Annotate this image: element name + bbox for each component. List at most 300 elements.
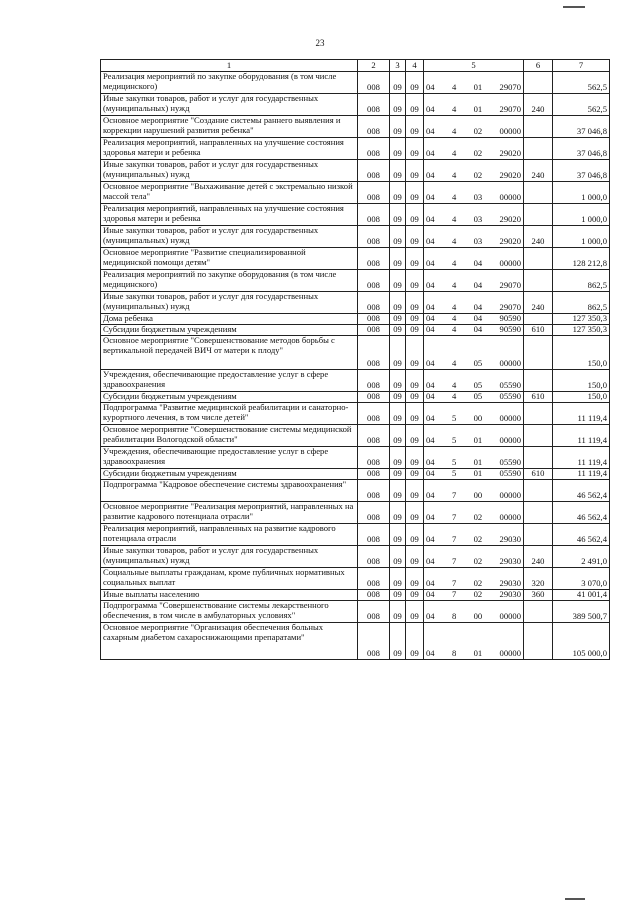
table-row xyxy=(101,480,610,502)
expense-type-code xyxy=(524,403,553,425)
target-article-parts xyxy=(426,513,521,523)
ministry-code: 008 xyxy=(358,524,390,546)
expense-type-code xyxy=(524,138,553,160)
target-article-code xyxy=(424,623,524,660)
target-article-code xyxy=(424,392,524,403)
ministry-code: 008 xyxy=(358,370,390,392)
subsection-code: 09 xyxy=(406,138,424,160)
target-article-part: 04 xyxy=(426,391,435,402)
target-article-part: 00000 xyxy=(499,648,521,659)
table-row xyxy=(101,292,610,314)
target-article-code xyxy=(424,270,524,292)
target-article-part: 02 xyxy=(473,589,483,600)
target-article-part: 4 xyxy=(451,302,457,313)
section-code: 09 xyxy=(390,336,406,370)
row-name: Субсидии бюджетным учреждениям xyxy=(101,392,358,403)
expense-type-code xyxy=(524,370,553,392)
target-article-code xyxy=(424,325,524,336)
row-name: Иные закупки товаров, работ и услуг для государственных (муниципальных) нужд xyxy=(101,226,358,248)
ministry-code: 008 xyxy=(358,182,390,204)
subsection-code: 09 xyxy=(406,370,424,392)
section-code: 09 xyxy=(390,502,406,524)
target-article-part: 5 xyxy=(451,457,457,468)
amount: 105 000,0 xyxy=(553,623,610,660)
target-article-part: 4 xyxy=(451,280,457,291)
section-code: 09 xyxy=(390,425,406,447)
expense-type-code xyxy=(524,447,553,469)
column-number: 5 xyxy=(424,60,524,72)
row-name: Основное мероприятие "Реализация мероприятий, направленных на развитие кадрового потенциала отрасли" xyxy=(101,502,358,524)
target-article-parts xyxy=(426,557,521,567)
amount: 37 046,8 xyxy=(553,116,610,138)
target-article-part: 04 xyxy=(473,258,483,269)
subsection-code: 09 xyxy=(406,546,424,568)
target-article-part: 04 xyxy=(426,82,435,93)
subsection-code: 09 xyxy=(406,336,424,370)
amount: 127 350,3 xyxy=(553,314,610,325)
target-article-part: 04 xyxy=(426,589,435,600)
target-article-code xyxy=(424,138,524,160)
page-number: 23 xyxy=(315,38,325,48)
target-article-part: 03 xyxy=(473,236,483,247)
target-article-part: 04 xyxy=(426,280,435,291)
target-article-code xyxy=(424,72,524,94)
amount: 2 491,0 xyxy=(553,546,610,568)
target-article-parts xyxy=(426,414,521,424)
target-article-part: 05 xyxy=(473,358,483,369)
target-article-part: 04 xyxy=(426,648,435,659)
target-article-part: 04 xyxy=(426,313,435,324)
target-article-part: 00000 xyxy=(499,126,521,137)
target-article-parts xyxy=(426,612,521,622)
target-article-code xyxy=(424,480,524,502)
section-code: 09 xyxy=(390,72,406,94)
ministry-code: 008 xyxy=(358,480,390,502)
target-article-part: 90590 xyxy=(499,324,521,335)
target-article-part: 05590 xyxy=(499,380,521,391)
subsection-code: 09 xyxy=(406,248,424,270)
section-code: 09 xyxy=(390,248,406,270)
subsection-code: 09 xyxy=(406,447,424,469)
subsection-code: 09 xyxy=(406,502,424,524)
subsection-code: 09 xyxy=(406,601,424,623)
target-article-part: 04 xyxy=(426,324,435,335)
section-code: 09 xyxy=(390,447,406,469)
subsection-code: 09 xyxy=(406,469,424,480)
target-article-part: 4 xyxy=(451,391,457,402)
expense-type-code xyxy=(524,270,553,292)
target-article-code xyxy=(424,248,524,270)
row-name: Подпрограмма "Совершенствование системы лекарственного обеспечения, в том числе в амбулаторных условиях" xyxy=(101,601,358,623)
table-row xyxy=(101,425,610,447)
section-code: 09 xyxy=(390,590,406,601)
expense-type-code xyxy=(524,248,553,270)
target-article-part: 02 xyxy=(473,534,483,545)
table-row xyxy=(101,469,610,480)
section-code: 09 xyxy=(390,568,406,590)
target-article-part: 01 xyxy=(473,82,483,93)
target-article-part: 4 xyxy=(451,104,457,115)
ministry-code: 008 xyxy=(358,469,390,480)
target-article-parts xyxy=(426,381,521,391)
row-name: Основное мероприятие "Организация обеспечения больных сахарным диабетом сахароснижающими препаратами" xyxy=(101,623,358,660)
target-article-part: 7 xyxy=(451,578,457,589)
target-article-parts xyxy=(426,392,521,402)
table-row xyxy=(101,248,610,270)
subsection-code: 09 xyxy=(406,425,424,447)
row-name: Основное мероприятие "Создание системы раннего выявления и коррекции нарушений развития ребенка" xyxy=(101,116,358,138)
row-name: Основное мероприятие "Совершенствование системы медицинской реабилитации Вологодской области" xyxy=(101,425,358,447)
subsection-code: 09 xyxy=(406,204,424,226)
target-article-parts xyxy=(426,649,521,659)
target-article-part: 4 xyxy=(451,148,457,159)
target-article-code xyxy=(424,425,524,447)
row-name: Подпрограмма "Кадровое обеспечение системы здравоохранения" xyxy=(101,480,358,502)
amount: 128 212,8 xyxy=(553,248,610,270)
row-name: Социальные выплаты гражданам, кроме публичных нормативных социальных выплат xyxy=(101,568,358,590)
subsection-code: 09 xyxy=(406,226,424,248)
target-article-part: 00 xyxy=(473,611,483,622)
expense-type-code: 320 xyxy=(524,568,553,590)
amount: 150,0 xyxy=(553,336,610,370)
expense-type-code xyxy=(524,623,553,660)
target-article-part: 01 xyxy=(473,104,483,115)
subsection-code: 09 xyxy=(406,623,424,660)
budget-table xyxy=(100,59,610,660)
amount: 11 119,4 xyxy=(553,403,610,425)
row-name: Реализация мероприятий по закупке оборудования (в том числе медицинского) xyxy=(101,270,358,292)
subsection-code: 09 xyxy=(406,314,424,325)
expense-type-code xyxy=(524,72,553,94)
target-article-code xyxy=(424,314,524,325)
section-code: 09 xyxy=(390,204,406,226)
target-article-part: 04 xyxy=(426,457,435,468)
target-article-part: 01 xyxy=(473,457,483,468)
target-article-code xyxy=(424,601,524,623)
target-article-part: 04 xyxy=(473,324,483,335)
amount: 46 562,4 xyxy=(553,502,610,524)
target-article-part: 02 xyxy=(473,578,483,589)
table-row xyxy=(101,314,610,325)
target-article-part: 7 xyxy=(451,534,457,545)
target-article-part: 00 xyxy=(473,413,483,424)
target-article-part: 29020 xyxy=(499,148,521,159)
target-article-part: 29070 xyxy=(499,82,521,93)
expense-type-code xyxy=(524,425,553,447)
table-row xyxy=(101,502,610,524)
target-article-part: 04 xyxy=(426,413,435,424)
target-article-part: 04 xyxy=(426,490,435,501)
target-article-part: 05590 xyxy=(499,468,521,479)
subsection-code: 09 xyxy=(406,72,424,94)
target-article-part: 04 xyxy=(426,236,435,247)
amount: 1 000,0 xyxy=(553,204,610,226)
target-article-part: 7 xyxy=(451,512,457,523)
target-article-part: 04 xyxy=(473,302,483,313)
target-article-parts xyxy=(426,149,521,159)
amount: 127 350,3 xyxy=(553,325,610,336)
ministry-code: 008 xyxy=(358,226,390,248)
amount: 3 070,0 xyxy=(553,568,610,590)
subsection-code: 09 xyxy=(406,270,424,292)
section-code: 09 xyxy=(390,370,406,392)
ministry-code: 008 xyxy=(358,248,390,270)
column-number-row xyxy=(101,60,610,72)
target-article-parts xyxy=(426,535,521,545)
amount: 389 500,7 xyxy=(553,601,610,623)
target-article-part: 04 xyxy=(426,126,435,137)
amount: 150,0 xyxy=(553,370,610,392)
amount: 562,5 xyxy=(553,94,610,116)
target-article-part: 00000 xyxy=(499,611,521,622)
section-code: 09 xyxy=(390,160,406,182)
target-article-part: 03 xyxy=(473,214,483,225)
ministry-code: 008 xyxy=(358,502,390,524)
target-article-part: 02 xyxy=(473,126,483,137)
target-article-part: 04 xyxy=(426,258,435,269)
target-article-code xyxy=(424,292,524,314)
target-article-code xyxy=(424,370,524,392)
column-number: 1 xyxy=(101,60,358,72)
row-name: Учреждения, обеспечивающие предоставление услуг в сфере здравоохранения xyxy=(101,447,358,469)
amount: 862,5 xyxy=(553,270,610,292)
target-article-part: 4 xyxy=(451,380,457,391)
subsection-code: 09 xyxy=(406,182,424,204)
subsection-code: 09 xyxy=(406,480,424,502)
subsection-code: 09 xyxy=(406,590,424,601)
target-article-code xyxy=(424,447,524,469)
target-article-part: 04 xyxy=(473,280,483,291)
target-article-part: 04 xyxy=(426,435,435,446)
section-code: 09 xyxy=(390,524,406,546)
expense-type-code xyxy=(524,204,553,226)
target-article-parts xyxy=(426,469,521,479)
target-article-code xyxy=(424,226,524,248)
amount: 41 001,4 xyxy=(553,590,610,601)
target-article-parts xyxy=(426,171,521,181)
subsection-code: 09 xyxy=(406,392,424,403)
ministry-code: 008 xyxy=(358,568,390,590)
table-row xyxy=(101,138,610,160)
scan-mark-top xyxy=(563,6,585,8)
section-code: 09 xyxy=(390,546,406,568)
target-article-part: 03 xyxy=(473,192,483,203)
ministry-code: 008 xyxy=(358,336,390,370)
row-name: Основное мероприятие "Выхаживание детей с экстремально низкой массой тела" xyxy=(101,182,358,204)
row-name: Реализация мероприятий, направленных на улучшение состояния здоровья матери и ребенка xyxy=(101,204,358,226)
target-article-parts xyxy=(426,303,521,313)
section-code: 09 xyxy=(390,314,406,325)
section-code: 09 xyxy=(390,325,406,336)
table-row xyxy=(101,72,610,94)
target-article-part: 05590 xyxy=(499,457,521,468)
table-row xyxy=(101,370,610,392)
target-article-code xyxy=(424,182,524,204)
expense-type-code xyxy=(524,336,553,370)
amount: 1 000,0 xyxy=(553,226,610,248)
target-article-part: 00000 xyxy=(499,413,521,424)
target-article-part: 8 xyxy=(451,648,457,659)
row-name: Учреждения, обеспечивающие предоставление услуг в сфере здравоохранения xyxy=(101,370,358,392)
target-article-part: 29030 xyxy=(499,589,521,600)
target-article-part: 4 xyxy=(451,324,457,335)
target-article-parts xyxy=(426,127,521,137)
target-article-part: 29070 xyxy=(499,104,521,115)
amount: 862,5 xyxy=(553,292,610,314)
target-article-part: 00000 xyxy=(499,512,521,523)
target-article-parts xyxy=(426,590,521,600)
table-row xyxy=(101,568,610,590)
section-code: 09 xyxy=(390,292,406,314)
target-article-part: 00000 xyxy=(499,192,521,203)
target-article-part: 04 xyxy=(473,313,483,324)
ministry-code: 008 xyxy=(358,392,390,403)
subsection-code: 09 xyxy=(406,325,424,336)
section-code: 09 xyxy=(390,403,406,425)
ministry-code: 008 xyxy=(358,601,390,623)
expense-type-code: 610 xyxy=(524,469,553,480)
target-article-part: 04 xyxy=(426,468,435,479)
target-article-code xyxy=(424,469,524,480)
target-article-part: 7 xyxy=(451,490,457,501)
target-article-parts xyxy=(426,325,521,335)
target-article-part: 01 xyxy=(473,468,483,479)
row-name: Субсидии бюджетным учреждениям xyxy=(101,325,358,336)
target-article-code xyxy=(424,546,524,568)
target-article-part: 01 xyxy=(473,648,483,659)
table-row xyxy=(101,447,610,469)
amount: 46 562,4 xyxy=(553,524,610,546)
expense-type-code xyxy=(524,182,553,204)
target-article-part: 04 xyxy=(426,148,435,159)
table-row xyxy=(101,590,610,601)
target-article-parts xyxy=(426,281,521,291)
target-article-part: 5 xyxy=(451,468,457,479)
target-article-parts xyxy=(426,458,521,468)
section-code: 09 xyxy=(390,116,406,138)
ministry-code: 008 xyxy=(358,546,390,568)
target-article-part: 29020 xyxy=(499,214,521,225)
ministry-code: 008 xyxy=(358,447,390,469)
target-article-part: 7 xyxy=(451,556,457,567)
table-row xyxy=(101,524,610,546)
amount: 11 119,4 xyxy=(553,447,610,469)
target-article-part: 02 xyxy=(473,512,483,523)
column-number: 7 xyxy=(553,60,610,72)
section-code: 09 xyxy=(390,138,406,160)
target-article-part: 29030 xyxy=(499,534,521,545)
table-row xyxy=(101,336,610,370)
target-article-part: 5 xyxy=(451,435,457,446)
amount: 11 119,4 xyxy=(553,469,610,480)
expense-type-code: 360 xyxy=(524,590,553,601)
target-article-part: 04 xyxy=(426,214,435,225)
target-article-part: 4 xyxy=(451,126,457,137)
row-name: Субсидии бюджетным учреждениям xyxy=(101,469,358,480)
target-article-part: 29020 xyxy=(499,236,521,247)
target-article-part: 05 xyxy=(473,380,483,391)
target-article-part: 00000 xyxy=(499,435,521,446)
ministry-code: 008 xyxy=(358,72,390,94)
ministry-code: 008 xyxy=(358,325,390,336)
column-number: 6 xyxy=(524,60,553,72)
target-article-part: 04 xyxy=(426,611,435,622)
table-body xyxy=(101,72,610,660)
table-row xyxy=(101,182,610,204)
ministry-code: 008 xyxy=(358,425,390,447)
section-code: 09 xyxy=(390,469,406,480)
row-name: Иные закупки товаров, работ и услуг для государственных (муниципальных) нужд xyxy=(101,292,358,314)
row-name: Иные закупки товаров, работ и услуг для государственных (муниципальных) нужд xyxy=(101,546,358,568)
target-article-part: 04 xyxy=(426,302,435,313)
row-name: Основное мероприятие "Совершенствование методов борьбы с вертикальной передачей ВИЧ от матери к плоду" xyxy=(101,336,358,370)
row-name: Реализация мероприятий по закупке оборудования (в том числе медицинского) xyxy=(101,72,358,94)
subsection-code: 09 xyxy=(406,403,424,425)
subsection-code: 09 xyxy=(406,94,424,116)
expense-type-code xyxy=(524,480,553,502)
target-article-part: 02 xyxy=(473,170,483,181)
target-article-parts xyxy=(426,193,521,203)
target-article-part: 02 xyxy=(473,148,483,159)
target-article-code xyxy=(424,160,524,182)
ministry-code: 008 xyxy=(358,623,390,660)
ministry-code: 008 xyxy=(358,138,390,160)
table-row xyxy=(101,601,610,623)
target-article-part: 04 xyxy=(426,358,435,369)
target-article-code xyxy=(424,403,524,425)
column-number: 2 xyxy=(358,60,390,72)
target-article-part: 4 xyxy=(451,170,457,181)
table-row xyxy=(101,392,610,403)
ministry-code: 008 xyxy=(358,590,390,601)
row-name: Основное мероприятие "Развитие специализированной медицинской помощи детям" xyxy=(101,248,358,270)
target-article-part: 00 xyxy=(473,490,483,501)
target-article-part: 00000 xyxy=(499,358,521,369)
target-article-part: 4 xyxy=(451,214,457,225)
subsection-code: 09 xyxy=(406,568,424,590)
table-row xyxy=(101,116,610,138)
expense-type-code: 610 xyxy=(524,392,553,403)
section-code: 09 xyxy=(390,601,406,623)
expense-type-code: 240 xyxy=(524,546,553,568)
subsection-code: 09 xyxy=(406,524,424,546)
row-name: Подпрограмма "Развитие медицинской реабилитации и санаторно-курортного лечения, в том числе детей" xyxy=(101,403,358,425)
target-article-part: 04 xyxy=(426,534,435,545)
target-article-part: 05590 xyxy=(499,391,521,402)
target-article-parts xyxy=(426,491,521,501)
target-article-part: 01 xyxy=(473,435,483,446)
target-article-parts xyxy=(426,314,521,324)
expense-type-code: 610 xyxy=(524,325,553,336)
target-article-parts xyxy=(426,359,521,369)
target-article-part: 5 xyxy=(451,413,457,424)
target-article-code xyxy=(424,116,524,138)
table-row xyxy=(101,226,610,248)
target-article-parts xyxy=(426,436,521,446)
section-code: 09 xyxy=(390,270,406,292)
target-article-part: 4 xyxy=(451,358,457,369)
ministry-code: 008 xyxy=(358,292,390,314)
target-article-part: 4 xyxy=(451,313,457,324)
section-code: 09 xyxy=(390,623,406,660)
amount: 1 000,0 xyxy=(553,182,610,204)
table-row xyxy=(101,546,610,568)
amount: 37 046,8 xyxy=(553,160,610,182)
target-article-part: 4 xyxy=(451,82,457,93)
target-article-part: 04 xyxy=(426,578,435,589)
expense-type-code xyxy=(524,502,553,524)
target-article-part: 7 xyxy=(451,589,457,600)
